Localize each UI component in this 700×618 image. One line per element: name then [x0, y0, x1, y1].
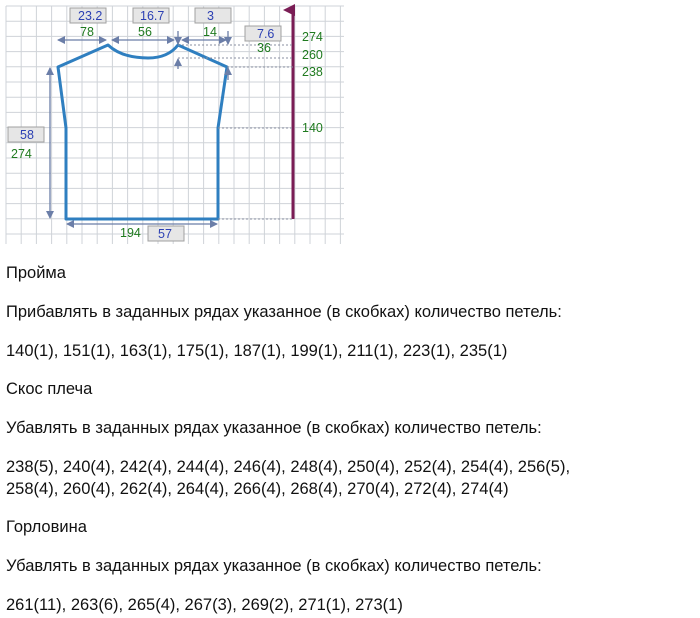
- width-stitches: 194: [120, 226, 141, 240]
- section-shoulder-values-line1: 238(5), 240(4), 242(4), 244(4), 246(4), 248(4), 250(4), 252(4), 254(4), 256(5),: [6, 458, 571, 476]
- section-armhole-instruction: Прибавлять в заданных рядах указанное (в скобках) количество петель:: [6, 303, 562, 321]
- neck-depth-cm: 3: [207, 9, 214, 23]
- row-label-260: 260: [302, 48, 323, 62]
- shoulder-slope-cm: 7.6: [257, 27, 275, 41]
- length-rows: 274: [11, 147, 32, 161]
- shoulder-slope-rows: 36: [257, 41, 271, 55]
- neck-width-stitches: 56: [138, 25, 152, 39]
- section-armhole-values: 140(1), 151(1), 163(1), 175(1), 187(1), 199(1), 211(1), 223(1), 235(1): [6, 342, 508, 360]
- shoulder-width-cm: 23.2: [78, 9, 103, 23]
- shoulder-width-stitches: 78: [80, 25, 94, 39]
- section-armhole-title: Пройма: [6, 264, 66, 282]
- length-cm: 58: [20, 128, 34, 142]
- section-shoulder-instruction: Убавлять в заданных рядах указанное (в скобках) количество петель:: [6, 419, 542, 437]
- width-cm: 57: [158, 227, 172, 241]
- measurement-boxes: [8, 8, 281, 241]
- knitting-schematic: [0, 0, 345, 245]
- section-shoulder-values-line2: 258(4), 260(4), 262(4), 264(4), 266(4), 268(4), 270(4), 272(4), 274(4): [6, 480, 509, 498]
- row-label-140: 140: [302, 121, 323, 135]
- row-label-274: 274: [302, 30, 323, 44]
- section-neckline-title: Горловина: [6, 518, 87, 536]
- row-reference-lines: [178, 45, 293, 219]
- neck-depth-rows: 14: [203, 25, 217, 39]
- section-neckline-instruction: Убавлять в заданных рядах указанное (в скобках) количество петель:: [6, 557, 542, 575]
- section-shoulder-title: Скос плеча: [6, 380, 93, 398]
- row-label-238: 238: [302, 65, 323, 79]
- section-neckline-values: 261(11), 263(6), 265(4), 267(3), 269(2), 271(1), 273(1): [6, 596, 403, 614]
- neck-width-cm: 16.7: [140, 9, 165, 23]
